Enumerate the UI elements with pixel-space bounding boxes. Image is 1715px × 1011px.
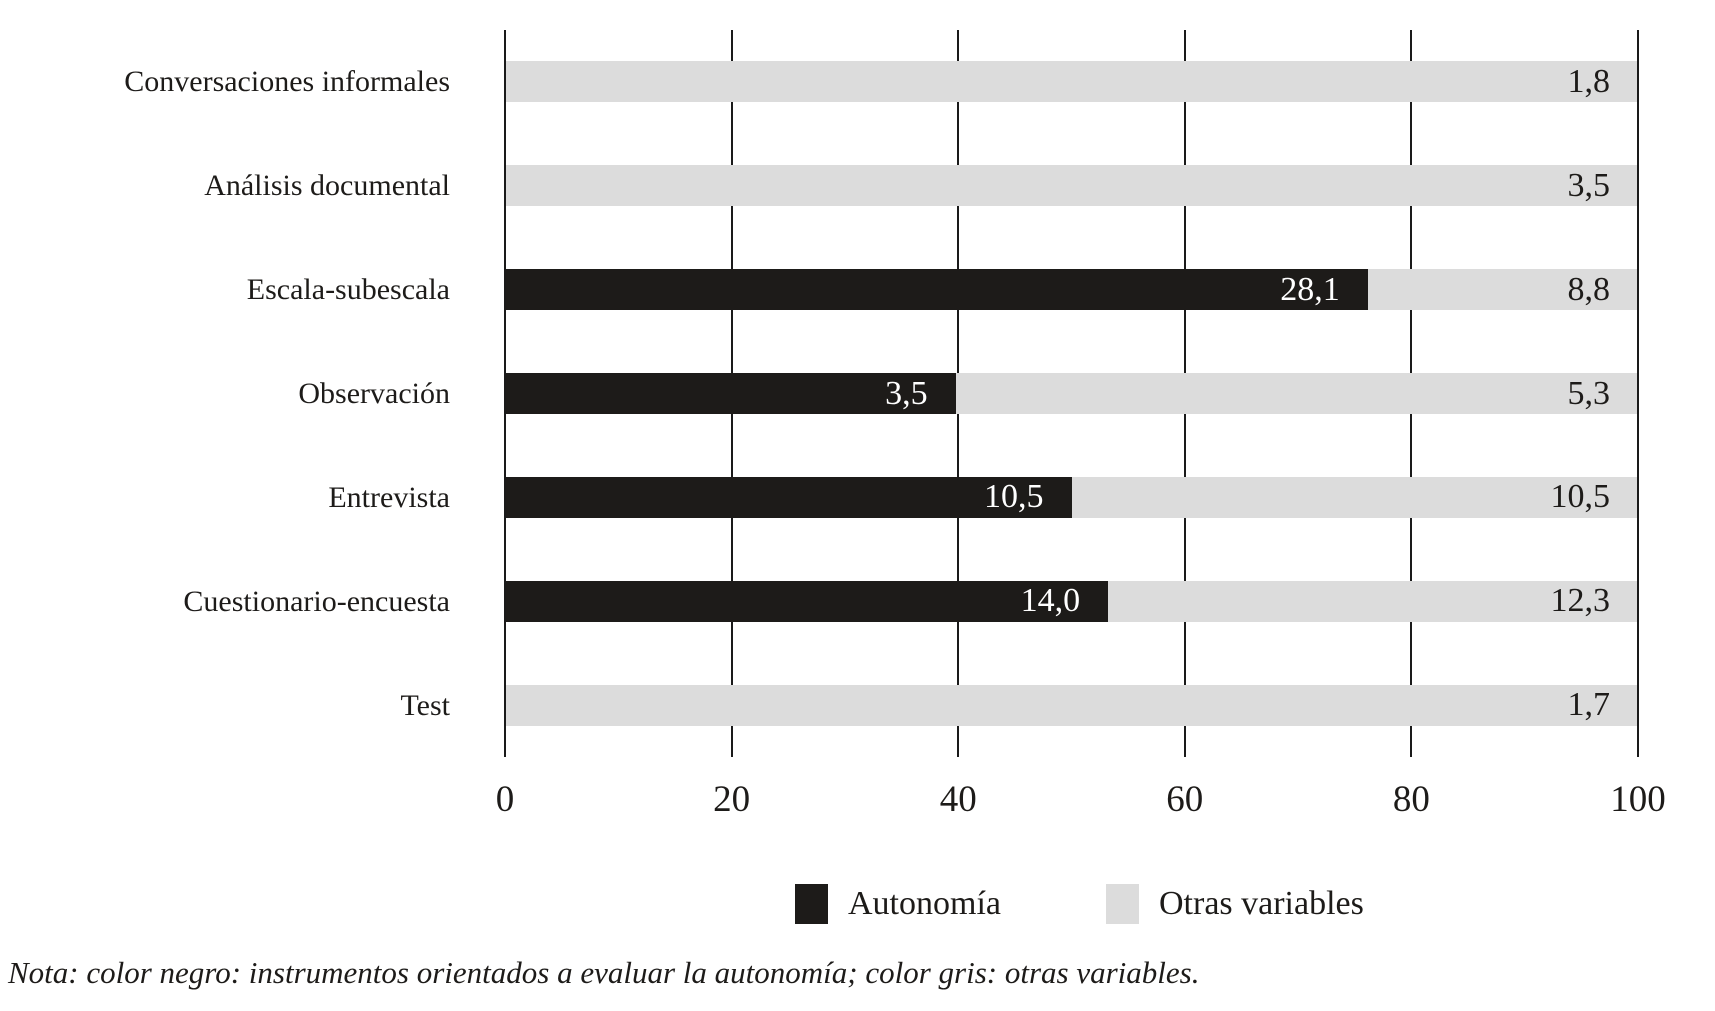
x-tick-label: 100 [1610,779,1666,820]
category-label: Análisis documental [204,169,450,203]
legend [0,884,1715,930]
legend-swatch-autonomia [795,884,828,924]
bar-row [505,61,1638,102]
x-tick-label: 0 [495,779,515,820]
category-label: Cuestionario-encuesta [183,584,450,618]
x-tick-label: 80 [1392,779,1430,820]
bar-segment-otras-variables [956,373,1638,414]
category-label: Escala-subescala [246,273,450,307]
gridline-0 [504,30,506,757]
bar-value-label: 10,5 [984,478,1044,516]
category-label: Conversaciones informales [124,65,450,99]
category-label: Entrevista [328,480,450,514]
bar-value-label: 1,7 [1567,686,1610,724]
bar-row [505,165,1638,206]
bar-segment-autonomia [505,581,1108,622]
legend-item-otras-variables [1106,884,1364,924]
bar-row [505,269,1638,310]
x-tick-label: 60 [1166,779,1204,820]
bar-row [505,685,1638,726]
legend-label-autonomia: Autonomía [848,885,1001,922]
category-label: Test [400,688,450,722]
gridline-100 [1637,30,1639,757]
bar-value-label: 12,3 [1550,582,1610,620]
bar-segment-autonomia [505,373,956,414]
category-labels [0,30,450,757]
bar-segment-otras-variables [505,685,1638,726]
bar-segment-otras-variables [1072,477,1639,518]
legend-label-otras-variables: Otras variables [1159,885,1364,922]
bar-row [505,581,1638,622]
bar-value-label: 10,5 [1550,478,1610,516]
footnote: Nota: color negro: instrumentos orientados a evaluar la autonomía; color gris: otras variables. [8,955,1200,990]
bar-segment-autonomia [505,269,1368,310]
legend-item-autonomia [795,884,1001,924]
bar-value-label: 3,5 [1567,166,1610,204]
x-tick-label: 40 [939,779,977,820]
bar-value-label: 8,8 [1567,270,1610,308]
bar-segment-autonomia [505,477,1072,518]
bar-row [505,373,1638,414]
plot-area [505,30,1638,757]
bar-segment-otras-variables [505,165,1638,206]
x-tick-label: 20 [713,779,751,820]
bar-value-label: 5,3 [1567,374,1610,412]
bar-value-label: 3,5 [885,374,928,412]
bar-value-label: 14,0 [1020,582,1081,620]
bar-value-label: 28,1 [1280,270,1340,308]
bar-segment-otras-variables [1108,581,1638,622]
bar-segment-otras-variables [505,61,1638,102]
bar-value-label: 1,8 [1567,62,1610,100]
x-axis-ticks [495,778,1666,826]
bar-row [505,477,1638,518]
legend-swatch-otras-variables [1106,884,1139,924]
bar-segment-otras-variables [1368,269,1638,310]
category-label: Observación [298,377,450,410]
